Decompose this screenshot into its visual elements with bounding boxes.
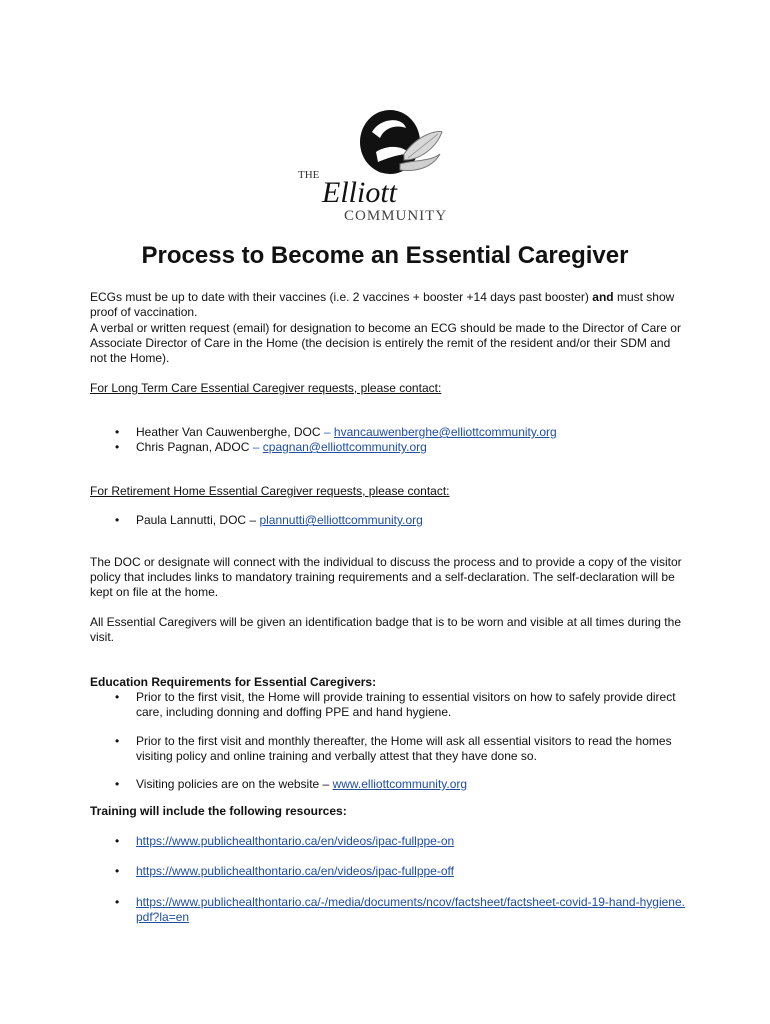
list-item [90,513,690,528]
list-item [90,777,690,792]
list-item [90,690,690,720]
elliott-community-logo [292,104,477,226]
training-list-1 [90,834,690,849]
education-list [90,690,690,720]
intro-p1-after: must show proof of vaccination. [90,290,675,319]
ltc-heading: For Long Term Care Essential Caregiver requests, please contact: [90,381,442,395]
website-link[interactable]: www.elliottcommunity.org [332,777,468,791]
ltc-contact-list [90,425,690,455]
contact-name: Chris Pagnan, ADOC [136,440,250,454]
education-list-3 [90,777,690,792]
training-list-3 [90,895,690,925]
contact-name: Paula Lannutti, DOC [136,513,247,527]
logo-the: THE [298,169,320,181]
list-item [90,425,690,440]
page-title: Process to Become an Essential Caregiver [141,242,629,269]
contact-name: Heather Van Cauwenberghe, DOC [136,425,321,439]
retirement-contact-list [90,513,690,528]
training-link-fullppe-on[interactable]: https://www.publichealthontario.ca/en/videos/ipac-fullppe-on [136,834,455,848]
list-item [90,895,690,925]
logo-elliott: Elliott [322,176,397,209]
education-item-1: • Prior to the first visit, the Home will provide training to essential visitors on how to safely provide direct care, including donning and doffing PPE and hand hygiene. [136,690,676,719]
email-link-hvancauwenberghe[interactable]: hvancauwenberghe@elliottcommunity.org [333,425,557,439]
intro-p1-text: ECGs must be up to date with their vaccines (i.e. 2 vaccines + booster +14 days past booster) [90,290,589,304]
intro-paragraph-2: A verbal or written request (email) for designation to become an ECG should be made to the Director of Care or Associate Director of Care in the Home (the decision is entirely the remit of the resident and/or their SDM and not the Home). [90,321,681,365]
contact-dash: – [252,440,260,454]
training-link-hand-hygiene[interactable]: • https://www.publichealthontario.ca/-/media/documents/ncov/factsheet/factsheet-covid-19-hand-hygiene.pdf?la=en [136,895,685,924]
training-heading: Training will include the following resources: [90,804,347,818]
list-item [90,734,690,764]
education-heading: Education Requirements for Essential Caregivers: [90,675,377,689]
training-list-2 [90,864,690,879]
website-prefix: Visiting policies are on the website – [136,777,330,791]
leaf-emblem [360,110,442,174]
contact-dash: – [249,513,257,527]
intro-p1-bold: and [592,290,614,304]
training-link-fullppe-off[interactable]: https://www.publichealthontario.ca/en/videos/ipac-fullppe-off [136,864,454,878]
education-item-2: • Prior to the first visit and monthly thereafter, the Home will ask all essential visitors to read the homes visiting policy and online training and verbally attest that they have done so. [136,734,672,763]
list-item [90,864,690,879]
list-item [90,440,690,455]
list-item [90,834,690,849]
retirement-heading: For Retirement Home Essential Caregiver requests, please contact: [90,484,450,498]
email-link-cpagnan[interactable]: cpagnan@elliottcommunity.org [262,440,427,454]
logo-community: COMMUNITY [344,208,448,224]
intro-paragraph-1 [90,290,690,320]
contact-dash: – [323,425,331,439]
doc-paragraph: The DOC or designate will connect with the individual to discuss the process and to provide a copy of the visitor policy that includes links to mandatory training requirements and a self-declaration. The self-declaration will be kept on file at the home. [90,555,682,599]
badge-paragraph: All Essential Caregivers will be given an identification badge that is to be worn and visible at all times during the visit. [90,615,681,644]
email-link-plannutti[interactable]: plannutti@elliottcommunity.org [259,513,423,527]
education-list-2 [90,734,690,764]
